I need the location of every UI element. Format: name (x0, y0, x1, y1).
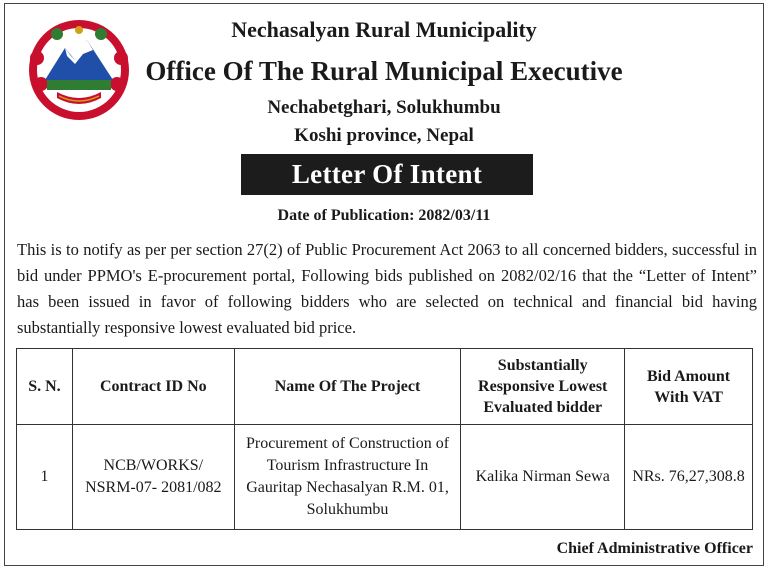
publication-date (5, 207, 763, 225)
letter-of-intent-notice (4, 3, 764, 566)
office-name: Office Of The Rural Municipal Executive (145, 56, 623, 86)
address-line-2: Koshi province, Nepal (294, 125, 474, 146)
cell-bid-amount: NRs. 76,27,308.8 (625, 425, 753, 530)
header-contract-id: Contract ID No (72, 349, 234, 425)
header-project-name: Name Of The Project (234, 349, 461, 425)
header-bidder: Substantially Responsive Lowest Evaluated bidder (461, 349, 625, 425)
publication-date-label: Date of Publication: (277, 207, 415, 224)
signatory-title: Chief Administrative Officer (556, 540, 753, 557)
publication-date-value: 2082/03/11 (418, 207, 491, 224)
cell-contract-id: NCB/WORKS/ NSRM-07- 2081/082 (72, 425, 234, 530)
table-row (17, 425, 753, 530)
header-bid-amount: Bid Amount With VAT (625, 349, 753, 425)
cell-bidder: Kalika Nirman Sewa (461, 425, 625, 530)
municipality-name: Nechasalyan Rural Municipality (231, 17, 537, 42)
bid-table (16, 348, 753, 530)
notice-title: Letter Of Intent (241, 154, 533, 195)
table-header-row (17, 349, 753, 425)
address-line-1: Nechabetghari, Solukhumbu (267, 97, 501, 118)
cell-sn: 1 (17, 425, 73, 530)
notice-body: This is to notify as per per section 27(2) of Public Procurement Act 2063 to all concerned bidders, successful in bid under PPMO's E-procurement portal, Following bids published on 2082/02/16 that the “Letter of Intent” has been issued in favor of following bidders who are selected on technical and financial bid having substantially responsive lowest evaluated bid price. (17, 240, 757, 337)
header-sn: S. N. (17, 349, 73, 425)
cell-project-name: Procurement of Construction of Tourism Infrastructure In Gauritap Nechasalyan R.M. 01, Solukhumbu (234, 425, 461, 530)
